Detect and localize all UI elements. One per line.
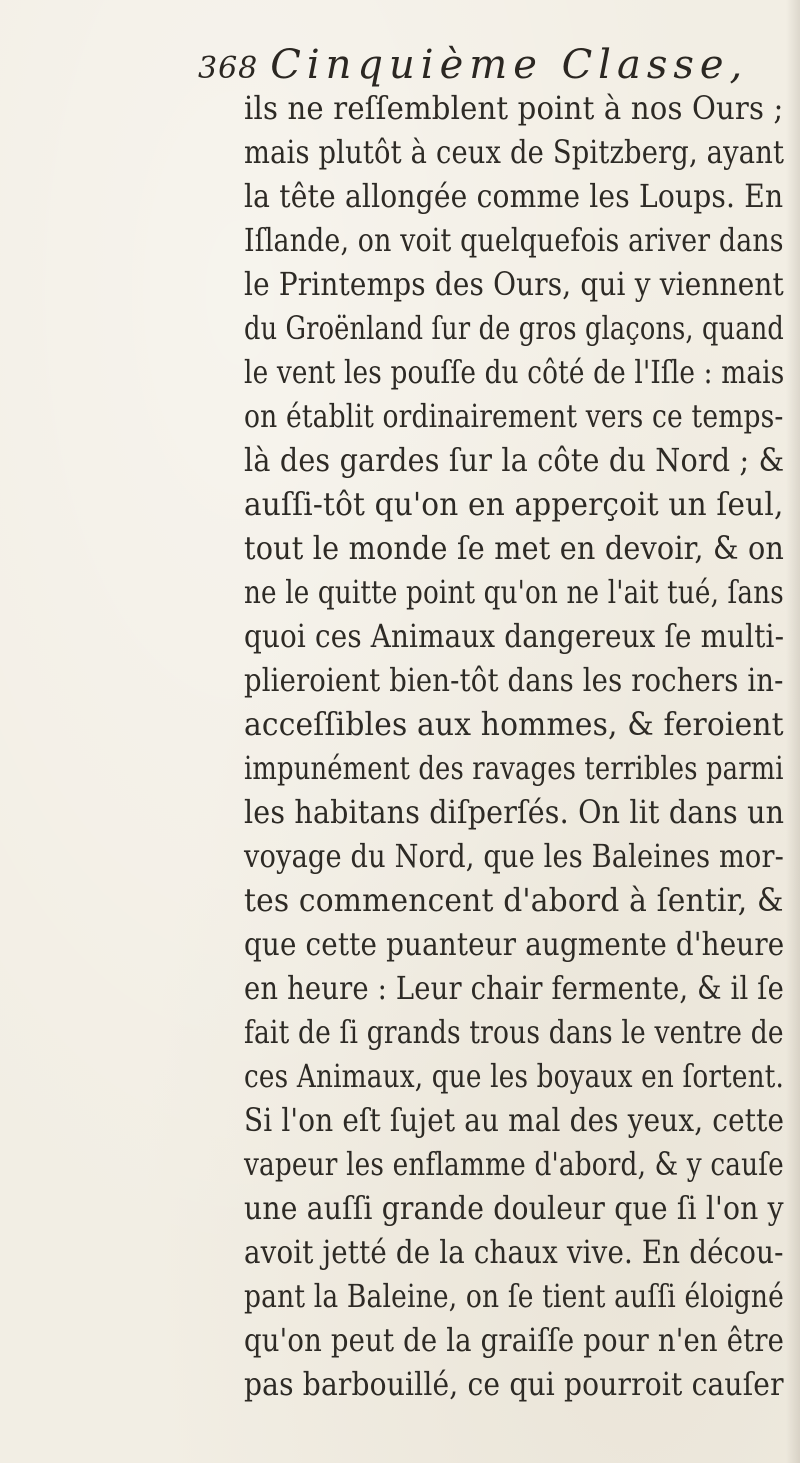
text-line: vapeur les enflamme d'abord, & y cauſe	[244, 1145, 784, 1183]
text-line: acceſſibles aux hommes, & feroient	[244, 705, 784, 743]
text-line: mais plutôt à ceux de Spitzberg, ayant	[244, 133, 785, 171]
text-line: Iſlande, on voit quelquefois ariver dans	[244, 221, 784, 259]
text-line: ces Animaux, que les boyaux en ſortent.	[244, 1057, 784, 1095]
text-line: le Printemps des Ours, qui y viennent	[244, 265, 784, 303]
body-text	[244, 86, 784, 1406]
text-line: le vent les pouſſe du côté de l'Iſle : mais	[244, 353, 785, 391]
text-line: en heure : Leur chair fermente, & il ſe	[244, 969, 784, 1007]
text-line: là des gardes ſur la côte du Nord ; &	[244, 441, 785, 479]
text-line: tes commencent d'abord à ſentir, &	[244, 881, 784, 919]
text-line: que cette puanteur augmente d'heure	[244, 925, 785, 963]
text-line: pas barbouillé, ce qui pourroit cauſer	[244, 1365, 784, 1403]
text-line: du Groënland ſur de gros glaçons, quand	[244, 309, 784, 347]
text-line: la tête allongée comme les Loups. En	[244, 177, 784, 215]
text-line: les habitans diſperſés. On lit dans un	[244, 793, 785, 831]
running-title: Cinquième Classe,	[270, 42, 749, 88]
text-line: une auſſi grande douleur que ſi l'on y	[244, 1189, 784, 1227]
text-line: Si l'on eſt ſujet au mal des yeux, cette	[244, 1101, 785, 1139]
text-line: qu'on peut de la graiſſe pour n'en être	[244, 1321, 785, 1359]
text-line: ils ne reſſemblent point à nos Ours ;	[244, 89, 784, 127]
text-line: pant la Baleine, on ſe tient auſſi éloigné	[244, 1277, 784, 1315]
text-line: impunément des ravages terribles parmi	[244, 749, 784, 787]
text-line: avoit jetté de la chaux vive. En décou-	[244, 1233, 784, 1271]
running-header	[198, 42, 778, 92]
text-line: ne le quitte point qu'on ne l'ait tué, ſans	[244, 573, 784, 611]
text-line: plieroient bien-tôt dans les rochers in-	[244, 661, 784, 699]
text-line: auſſi-tôt qu'on en apperçoit un ſeul,	[244, 485, 784, 523]
text-line: quoi ces Animaux dangereux ſe multi-	[244, 617, 785, 655]
page-number: 368	[198, 51, 259, 86]
page-edge-shadow	[786, 0, 800, 1463]
text-line: on établit ordinairement vers ce temps-	[244, 397, 784, 435]
text-line: tout le monde ſe met en devoir, & on	[244, 529, 785, 567]
text-line: fait de ſi grands trous dans le ventre de	[244, 1013, 784, 1051]
text-line: voyage du Nord, que les Baleines mor-	[244, 837, 784, 875]
